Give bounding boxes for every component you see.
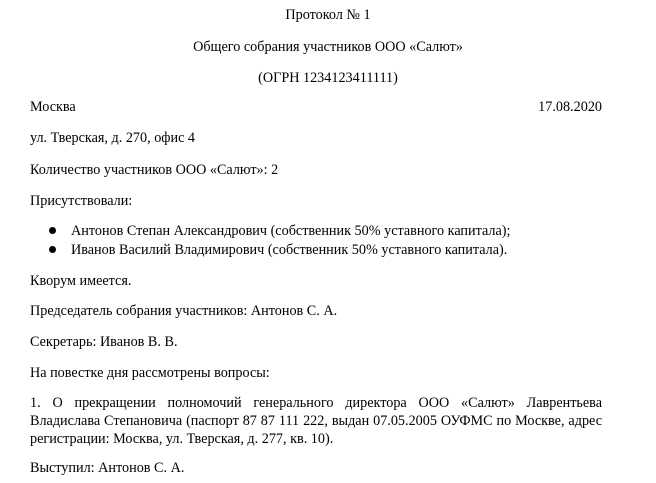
present-label: Присутствовали:	[30, 193, 133, 209]
document-title: Протокол № 1	[285, 7, 371, 23]
present-item-1: Антонов Степан Александрович (собственник 50% уставного капитала);	[71, 223, 511, 239]
address: ул. Тверская, д. 270, офис 4	[30, 130, 196, 146]
agenda-item-line-1: 1. О прекращении полномочий генерального директора ООО «Салют» Лаврентьева	[30, 395, 602, 411]
quorum: Кворум имеется.	[30, 273, 132, 289]
agenda-label: На повестке дня рассмотрены вопросы:	[30, 365, 270, 381]
speaker: Выступил: Антонов С. А.	[30, 460, 185, 476]
date: 17.08.2020	[538, 99, 602, 115]
document-subtitle: Общего собрания участников ООО «Салют»	[193, 39, 463, 55]
place: Москва	[30, 99, 76, 115]
bullet-icon	[49, 227, 56, 234]
participants-count: Количество участников ООО «Салют»: 2	[30, 162, 279, 178]
present-item-2: Иванов Василий Владимирович (собственник 50% уставного капитала).	[71, 242, 508, 258]
bullet-icon	[49, 246, 56, 253]
chairman: Председатель собрания участников: Антонов С. А.	[30, 303, 338, 319]
agenda-item-line-3: регистрации: Москва, ул. Тверская, д. 277, кв. 10).	[30, 431, 334, 447]
ogrn-line: (ОГРН 1234123411111)	[258, 70, 398, 86]
secretary: Секретарь: Иванов В. В.	[30, 334, 178, 350]
agenda-item-line-2: Владислава Степановича (паспорт 87 87 111 222, выдан 07.05.2005 ОУФМС по Москве, адрес	[30, 413, 602, 429]
